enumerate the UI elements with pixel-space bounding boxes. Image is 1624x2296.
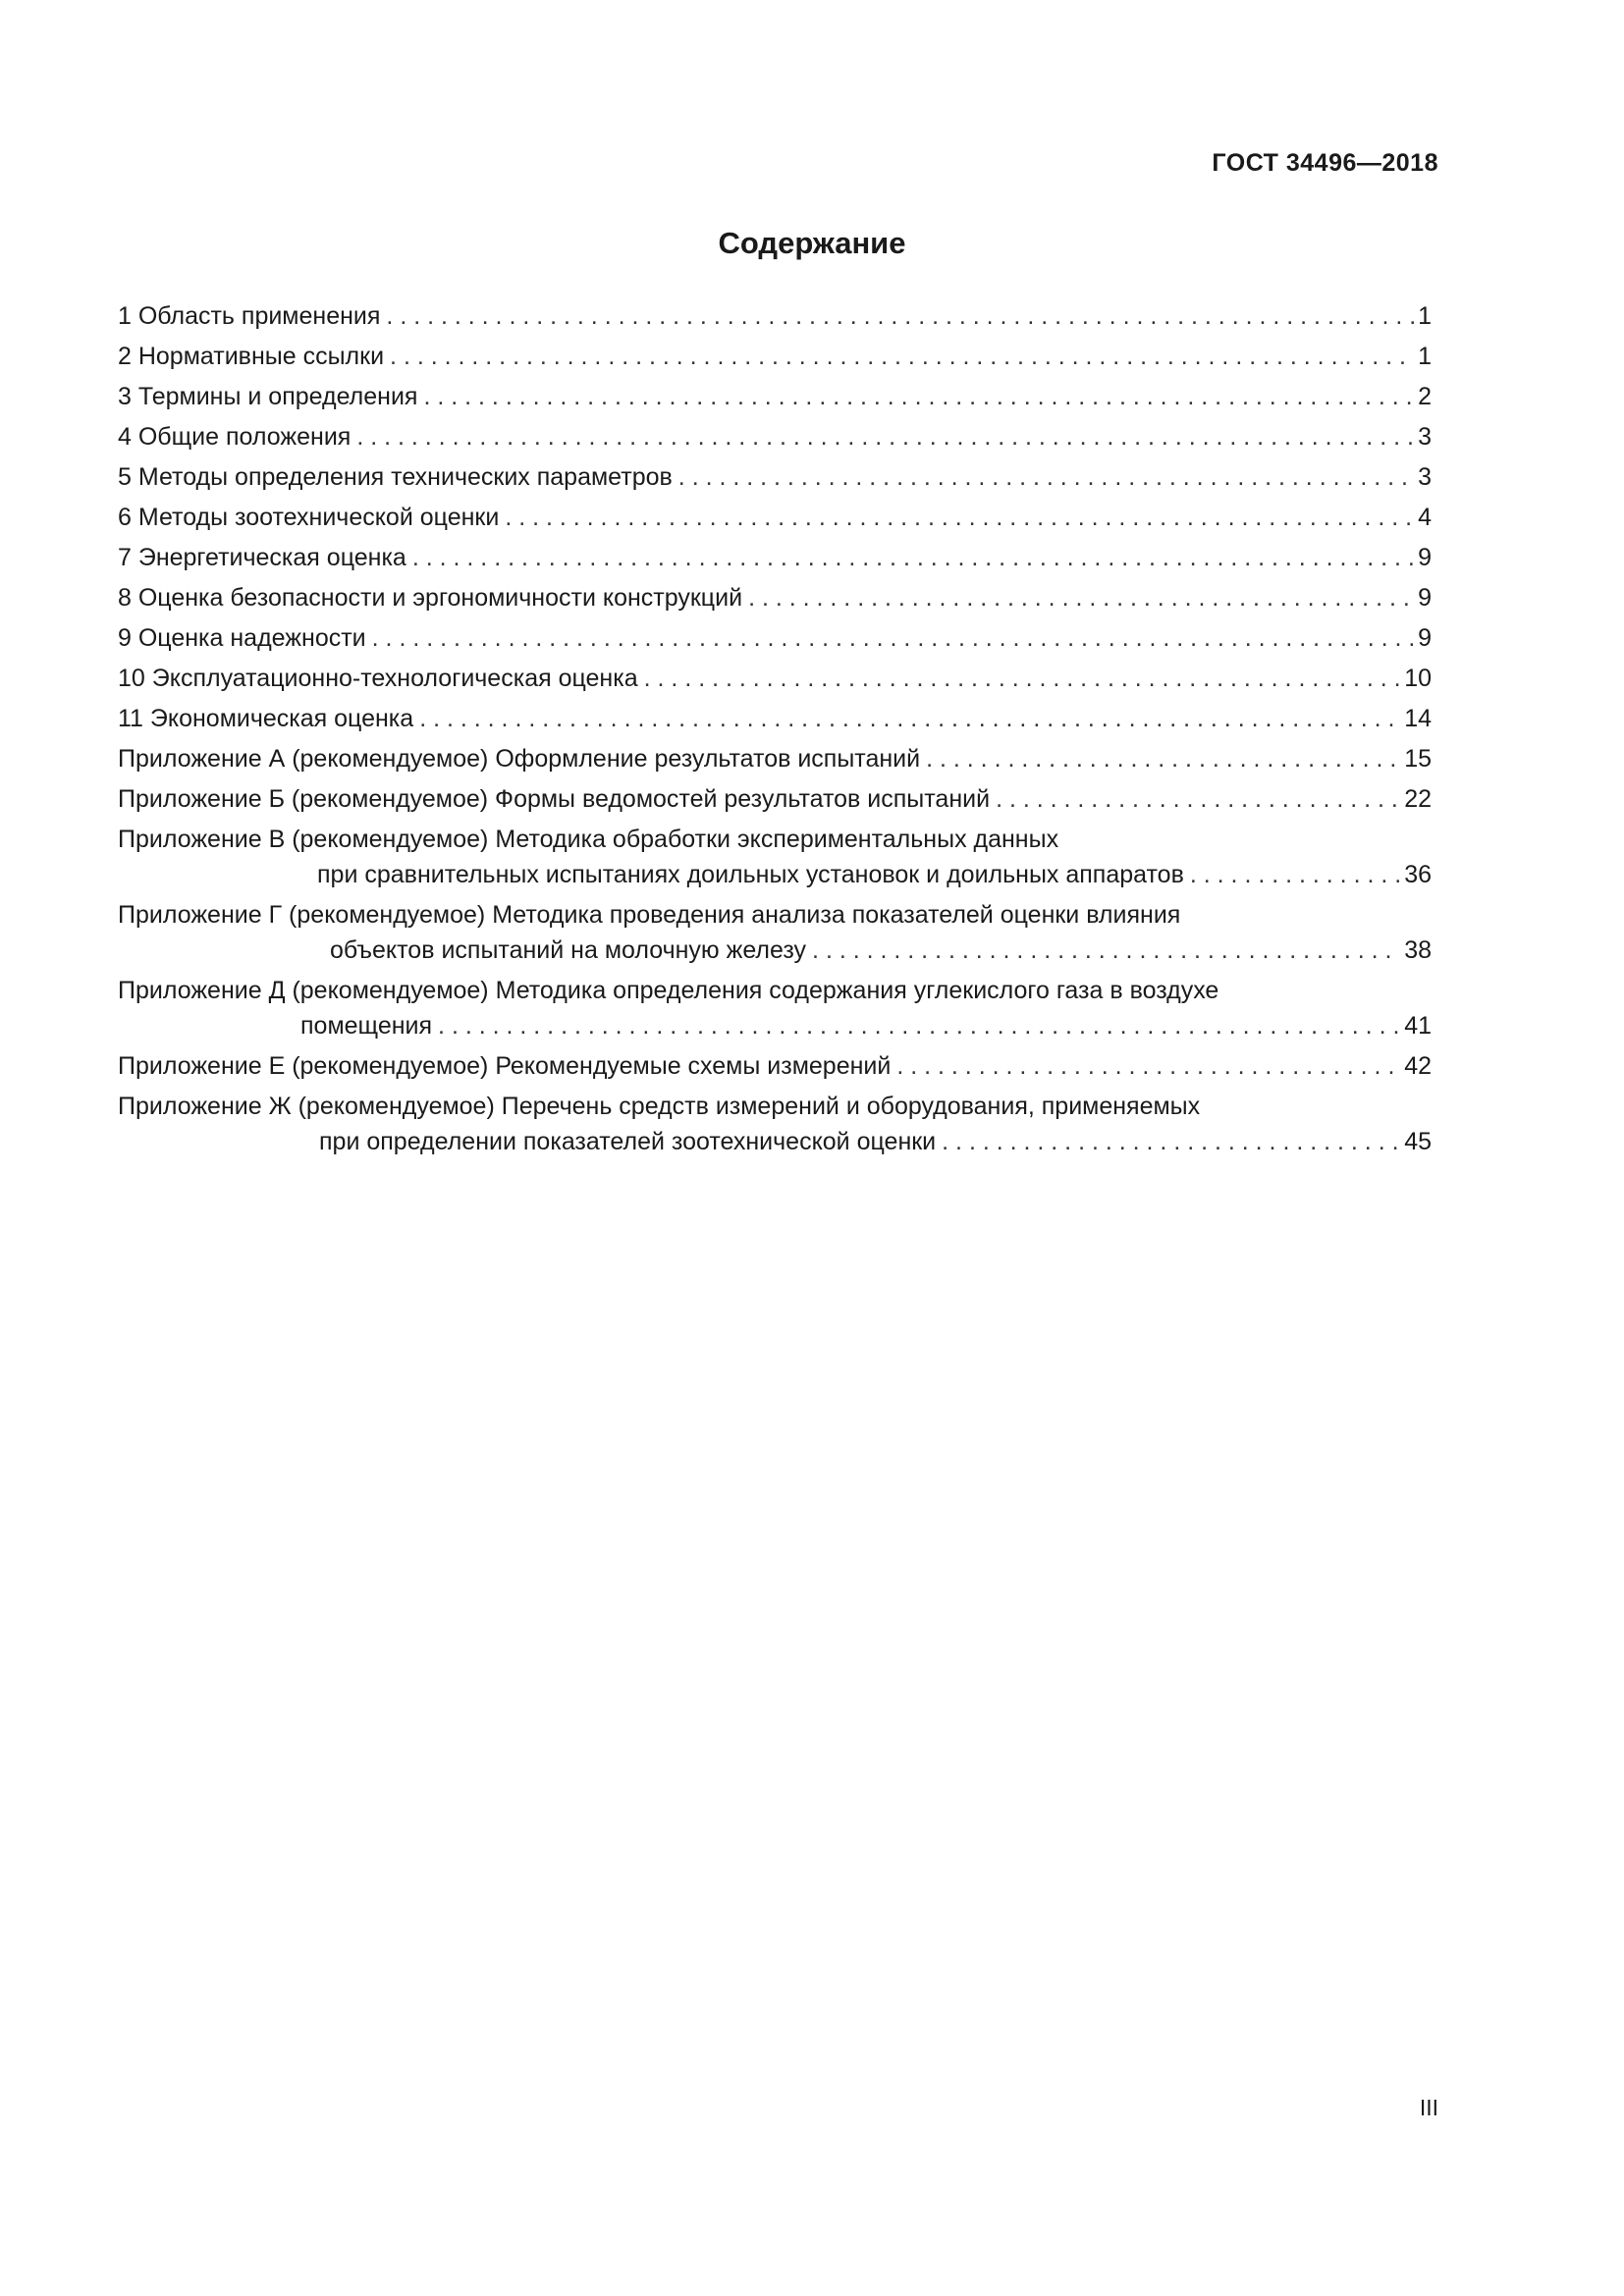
toc-entry[interactable] (118, 1048, 1432, 1084)
toc-page-number: 14 (1404, 705, 1432, 732)
toc-page-number: 3 (1418, 463, 1432, 491)
leader-dots (942, 1124, 1400, 1159)
leader-dots (896, 1048, 1400, 1084)
toc-entry-title: Приложение Д (рекомендуемое) Методика определения содержания углекислого газа в воздухе (118, 977, 1219, 1004)
leader-dots (438, 1008, 1400, 1043)
toc-entry[interactable] (118, 741, 1432, 776)
toc-page-number: 9 (1418, 624, 1432, 652)
toc-entry-title: 9 Оценка надежности (118, 624, 366, 652)
toc-page-number: 9 (1418, 544, 1432, 571)
leader-dots (356, 419, 1414, 454)
toc-entry-title: 6 Методы зоотехнической оценки (118, 504, 500, 531)
document-code: ГОСТ 34496—2018 (1212, 149, 1438, 177)
toc-entry-title: 4 Общие положения (118, 423, 352, 451)
toc-page-number: 3 (1418, 423, 1432, 451)
toc-entry[interactable] (118, 459, 1432, 495)
toc-page-number: 45 (1404, 1128, 1432, 1155)
toc-entry-title-continued: объектов испытаний на молочную железу (330, 936, 807, 964)
toc-page-number: 41 (1404, 1012, 1432, 1040)
toc-entry-title: 8 Оценка безопасности и эргономичности конструкций (118, 584, 743, 612)
toc-page-number: 15 (1404, 745, 1432, 773)
leader-dots (386, 298, 1414, 334)
leader-dots (412, 540, 1414, 575)
toc-entry-title: 11 Экономическая оценка (118, 705, 414, 732)
toc-page-number: 1 (1418, 343, 1432, 370)
toc-page-number: 1 (1418, 302, 1432, 330)
toc-entry[interactable] (118, 500, 1432, 535)
toc-page-number: 38 (1404, 936, 1432, 964)
toc-entry-title: 1 Область применения (118, 302, 381, 330)
leader-dots (926, 741, 1400, 776)
toc-entry[interactable] (118, 822, 1432, 892)
toc-entry-title: Приложение А (рекомендуемое) Оформление результатов испытаний (118, 745, 921, 773)
leader-dots (678, 459, 1414, 495)
toc-entry[interactable] (118, 781, 1432, 817)
toc-entry-title: 2 Нормативные ссылки (118, 343, 385, 370)
toc-entry[interactable] (118, 540, 1432, 575)
toc-entry[interactable] (118, 419, 1432, 454)
toc-entry-title: Приложение Г (рекомендуемое) Методика проведения анализа показателей оценки влияния (118, 901, 1181, 929)
toc-entry-title-continued: помещения (300, 1012, 433, 1040)
toc-entry[interactable] (118, 661, 1432, 696)
toc-page-number: 4 (1418, 504, 1432, 531)
leader-dots (996, 781, 1400, 817)
leader-dots (423, 379, 1414, 414)
toc-entry[interactable] (118, 379, 1432, 414)
toc-entry[interactable] (118, 701, 1432, 736)
toc-entry[interactable] (118, 1089, 1432, 1159)
toc-entry[interactable] (118, 298, 1432, 334)
toc-page-number: 9 (1418, 584, 1432, 612)
toc-entry-title: 3 Термины и определения (118, 383, 418, 410)
toc-page-number: 36 (1404, 861, 1432, 888)
toc-page-number: 22 (1404, 785, 1432, 813)
toc-entry[interactable] (118, 620, 1432, 656)
toc-entry-title: 7 Энергетическая оценка (118, 544, 406, 571)
toc-title: Содержание (718, 226, 906, 260)
toc-entry-title-continued: при определении показателей зоотехнической оценки (319, 1128, 937, 1155)
toc-entry-title: Приложение Ж (рекомендуемое) Перечень средств измерений и оборудования, применяемых (118, 1093, 1201, 1120)
toc-entry[interactable] (118, 897, 1432, 968)
toc-page-number: 10 (1404, 665, 1432, 692)
toc-entry-title: Приложение В (рекомендуемое) Методика обработки экспериментальных данных (118, 826, 1059, 853)
leader-dots (748, 580, 1414, 615)
toc-entry[interactable] (118, 580, 1432, 615)
leader-dots (419, 701, 1400, 736)
toc-entry[interactable] (118, 973, 1432, 1043)
page-number: III (1419, 2095, 1438, 2120)
toc-entry-title: Приложение Е (рекомендуемое) Рекомендуемые схемы измерений (118, 1052, 892, 1080)
table-of-contents (118, 298, 1432, 1164)
toc-page-number: 2 (1418, 383, 1432, 410)
leader-dots (644, 661, 1401, 696)
leader-dots (1190, 857, 1400, 892)
toc-entry[interactable] (118, 339, 1432, 374)
toc-page-number: 42 (1404, 1052, 1432, 1080)
toc-entry-title: 10 Эксплуатационно-технологическая оценка (118, 665, 638, 692)
toc-entry-title: Приложение Б (рекомендуемое) Формы ведомостей результатов испытаний (118, 785, 991, 813)
leader-dots (812, 933, 1400, 968)
toc-entry-title: 5 Методы определения технических параметров (118, 463, 673, 491)
leader-dots (372, 620, 1414, 656)
toc-entry-title-continued: при сравнительных испытаниях доильных установок и доильных аппаратов (317, 861, 1184, 888)
leader-dots (390, 339, 1414, 374)
leader-dots (505, 500, 1414, 535)
